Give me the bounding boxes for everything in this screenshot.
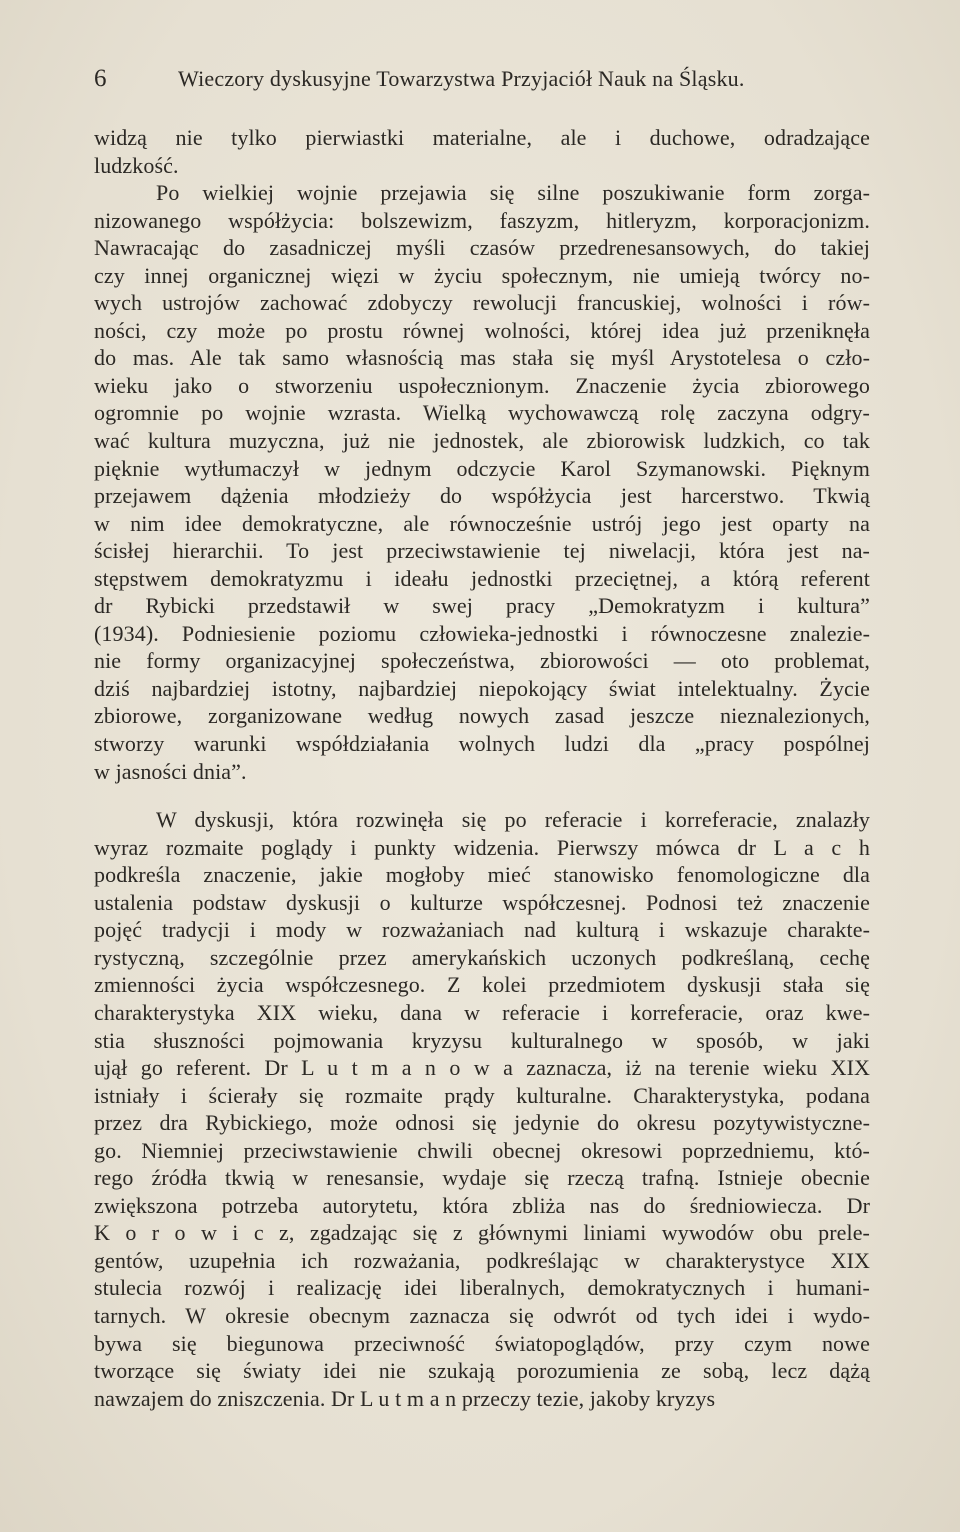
text-line: W dyskusji, która rozwinęła się po referacie i korreferacie, znalazły	[156, 807, 870, 833]
text-line: wać kultura muzyczna, już nie jednostek, ale zbiorowisk ludzkich, co tak	[94, 428, 870, 454]
text-line: ności, czy może po prostu równej wolności, której idea już przeniknęła	[94, 317, 870, 343]
text-line: ujął go referent. Dr L u t m a n o w a zaznacza, iż na terenie wieku XIX	[94, 1055, 870, 1081]
text-line: do mas. Ale tak samo własnością mas stała się myśl Arystotelesa o czło-	[94, 345, 870, 371]
text-line: ustalenia podstaw dyskusji o kulturze współczesnej. Podnosi też znaczenie	[94, 889, 870, 915]
text-line: zwiększona potrzeba autorytetu, która zbliża nas do średniowiecza. Dr	[94, 1192, 870, 1218]
page-number: 6	[94, 65, 107, 92]
text-line: widzą nie tylko pierwiastki materialne, ale i duchowe, odradzające	[94, 125, 870, 150]
text-line: zbiorowe, zorganizowane według nowych zasad jeszcze nieznalezionych,	[94, 703, 870, 729]
text-line: nie formy organizacyjnej społeczeństwa, zbiorowości — oto problemat,	[94, 648, 870, 674]
text-line: przejawem dążenia młodzieży do współżycia jest harcerstwo. Tkwią	[94, 483, 870, 509]
text-line: wieku jako o stworzeniu uspołecznionym. Znaczenie życia zbiorowego	[94, 372, 870, 398]
paragraph	[94, 806, 870, 1412]
paragraph-gap	[94, 785, 870, 806]
paragraph	[94, 179, 870, 785]
text-line: stępstwem demokratyzmu i ideału jednostki przeciętnej, a którą referent	[94, 565, 870, 591]
page-header	[94, 62, 874, 96]
text-line: nizowanego współżycia: bolszewizm, faszyzm, hitleryzm, korporacjonizm.	[94, 207, 870, 233]
running-title: Wieczory dyskusyjne Towarzystwa Przyjaciół Nauk na Śląsku.	[178, 66, 745, 91]
text-line: stworzy warunki współdziałania wolnych ludzi dla „pracy pospólnej	[94, 731, 870, 757]
text-line: rystyczną, szczególnie przez amerykańskich uczonych podkreślaną, cechę	[94, 944, 870, 970]
text-line: podkreśla znaczenie, jakie mogłoby mieć stanowisko fenomologiczne dla	[94, 862, 870, 888]
text-line: w nim idee demokratyczne, ale równocześnie ustrój jego jest oparty na	[94, 510, 870, 536]
text-line: Po wielkiej wojnie przejawia się silne poszukiwanie form zorga-	[156, 180, 870, 206]
text-line: (1934). Podniesienie poziomu człowieka-jednostki i równoczesne znalezie-	[94, 620, 870, 646]
text-line: zmienności życia współczesnego. Z kolei przedmiotem dyskusji stała się	[94, 972, 870, 998]
text-line: gentów, uzupełnia ich rozważania, podkreślając w charakterystyce XIX	[94, 1247, 870, 1273]
text-line: dziś najbardziej istotny, najbardziej niepokojący świat intelektualny. Życie	[94, 675, 870, 701]
text-line: wyraz rozmaite poglądy i punkty widzenia. Pierwszy mówca dr L a c h	[94, 834, 870, 860]
text-line: stia słuszności pojmowania kryzysu kulturalnego w sposób, w jaki	[94, 1027, 870, 1053]
text-line: charakterystyka XIX wieku, dana w referacie i korreferacie, oraz kwe-	[94, 999, 870, 1025]
text-line: pojęć tradycji i mody w rozważaniach nad kulturą i wskazuje charakte-	[94, 917, 870, 943]
body-text	[94, 124, 870, 1412]
paragraph	[94, 124, 870, 179]
text-line: bywa się biegunowa przeciwność światopoglądów, przy czym nowe	[94, 1330, 870, 1356]
text-line: go. Niemniej przeciwstawienie chwili obecnej okresowi poprzedniemu, któ-	[94, 1137, 870, 1163]
text-line: ogromnie po wojnie wzrasta. Wielką wychowawczą rolę zaczyna odgry-	[94, 400, 870, 426]
text-line: przez dra Rybickiego, może odnosi się jedynie do okresu pozytywistyczne-	[94, 1110, 870, 1136]
text-line: Nawracając do zasadniczej myśli czasów przedrenesansowych, do takiej	[94, 235, 870, 261]
text-line: czy innej organicznej więzi w życiu społecznym, nie umieją twórcy no-	[94, 262, 870, 288]
text-line: rego źródła tkwią w renesansie, wydaje się rzeczą trafną. Istnieje obecnie	[94, 1165, 870, 1191]
text-line: tarnych. W okresie obecnym zaznacza się odwrót od tych idei i wydo-	[94, 1302, 870, 1328]
text-line: istniały i ścierały się rozmaite prądy kulturalne. Charakterystyka, podana	[94, 1082, 870, 1108]
text-line: nawzajem do zniszczenia. Dr L u t m a n przeczy tezie, jakoby kryzys	[94, 1385, 716, 1411]
text-line: pięknie wytłumaczył w jednym odczycie Karol Szymanowski. Pięknym	[94, 455, 870, 481]
text-line: w jasności dnia”.	[94, 758, 247, 784]
text-line: stulecia rozwój i realizację idei liberalnych, demokratycznych i humani-	[94, 1275, 870, 1301]
text-line: ścisłej hierarchii. To jest przeciwstawienie tej niwelacji, która jest na-	[94, 538, 870, 564]
text-line: K o r o w i c z, zgadzając się z głównymi liniami wywodów obu prele-	[94, 1220, 870, 1246]
text-line: tworzące się światy idei nie szukają porozumienia ze sobą, lecz dążą	[94, 1358, 870, 1384]
text-line: dr Rybicki przedstawił w swej pracy „Demokratyzm i kultura”	[94, 593, 870, 619]
text-line: ludzkość.	[94, 152, 179, 178]
text-line: wych ustrojów zachować zdobyczy rewolucji francuskiej, wolności i rów-	[94, 290, 870, 316]
